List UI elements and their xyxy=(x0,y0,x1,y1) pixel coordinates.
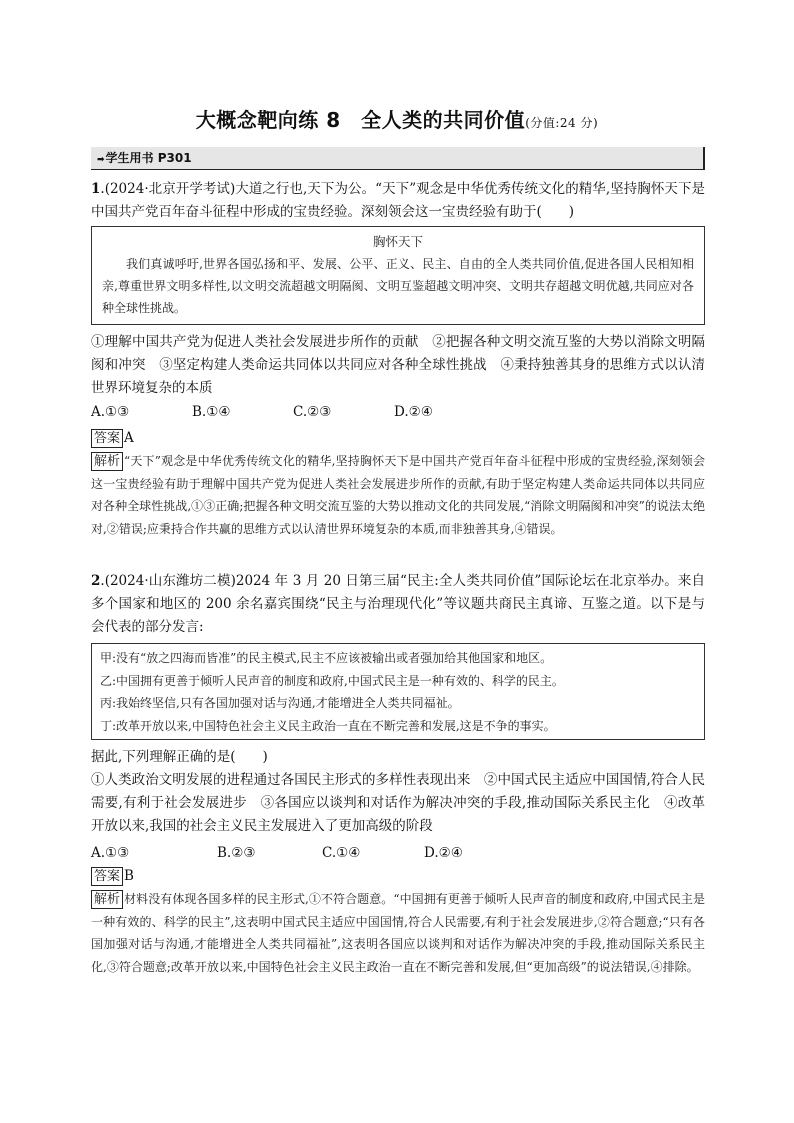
title-text: 大概念靶向练 8 全人类的共同价值 xyxy=(195,108,526,132)
option-d[interactable]: D.②④ xyxy=(424,845,463,861)
question-1-answer xyxy=(91,428,705,448)
speech-jia: 甲:没有“放之四海而皆准”的民主模式,民主不应该被输出或者强加给其他国家和地区。 xyxy=(100,651,553,665)
page-title xyxy=(0,104,794,133)
question-2-answer xyxy=(91,866,705,886)
question-2-stem xyxy=(91,570,705,639)
answer-tag: 答案 xyxy=(91,867,123,886)
option-d[interactable]: D.②④ xyxy=(394,404,433,420)
explanation-text: 材料没有体现各国多样的民主形式,①不符合题意。“中国拥有更善于倾听人民声音的制度和政府,中国式民主是一种有效的、科学的民主”,这表明中国式民主适应中国国情,符合人民需要,有利于社会发展进步,②符合题意;“只有各国加强对话与沟通,才能增进全人类共同福祉”,这表明各国应以谈判和对话作为解决冲突的手段,推动国际关系民主化,③符合题意;改革开放以来,中国特色社会主义民主政治一直在不断完善和发展,但“更加高级”的说法错误,④排除。 xyxy=(91,892,705,974)
score-note: (分值:24 分) xyxy=(525,116,599,130)
option-c[interactable]: C.②③ xyxy=(293,404,332,420)
material-box-1 xyxy=(91,226,705,325)
material-box-2 xyxy=(91,643,705,740)
question-2-explanation xyxy=(91,888,705,978)
question-2-prompt xyxy=(91,746,705,769)
question-number: 1 xyxy=(91,181,101,197)
statements-text: ①理解中国共产党为促进人类社会发展进步所作的贡献 ②把握各种文明交流互鉴的大势以消除文明隔阂和冲突 ③坚定构建人类命运共同体以共同应对各种全球性挑战 ④秉持独善其身的思维方式以认清世界环境复杂的本质 xyxy=(91,334,705,396)
explanation-text: “天下”观念是中华优秀传统文化的精华,坚持胸怀天下是中国共产党百年奋斗征程中形成的宝贵经验,深刻领会这一宝贵经验有助于理解中国共产党为促进人类社会发展进步所作的贡献,有助于坚定构建人类命运共同体以共同应对各种全球性挑战,①③正确;把握各种文明交流互鉴的大势以推动文化的共同发展,“消除文明隔阂和冲突”的说法太绝对,②错误;应秉持合作共赢的思维方式以认清世界环境复杂的本质,而非独善其身,④错误。 xyxy=(91,454,705,536)
answer-value: B xyxy=(124,868,134,884)
question-text: .(2024·北京开学考试)大道之行也,天下为公。“天下”观念是中华优秀传统文化的精华,坚持胸怀天下是中国共产党百年奋斗征程中形成的宝贵经验。深刻领会这一宝贵经验有助于( ) xyxy=(91,181,705,220)
speech-yi: 乙:中国拥有更善于倾听人民声音的制度和政府,中国式民主是一种有效的、科学的民主。 xyxy=(100,673,564,688)
prompt-text: 据此,下列理解正确的是( ) xyxy=(91,749,268,765)
question-1-options xyxy=(91,401,705,423)
option-c[interactable]: C.①④ xyxy=(322,845,361,861)
question-2-statements xyxy=(91,769,705,838)
section-bar xyxy=(91,147,705,170)
answer-tag: 答案 xyxy=(91,429,123,448)
book-reference: 学生用书 P301 xyxy=(105,151,192,165)
material-title: 胸怀天下 xyxy=(372,234,423,249)
explanation-tag: 解析 xyxy=(91,890,123,909)
question-text: .(2024·山东潍坊二模)2024 年 3 月 20 日第三届“民主:全人类共同价值”国际论坛在北京举办。来自多个国家和地区的 200 余名嘉宾围绕“民主与治理现代化”等议题共商民主真谛、互鉴之道。以下是与会代表的部分发言: xyxy=(91,573,705,635)
question-number: 2 xyxy=(91,573,101,589)
option-a[interactable]: A.①③ xyxy=(91,845,130,861)
answer-value: A xyxy=(124,430,134,446)
speech-ding: 丁:改革开放以来,中国特色社会主义民主政治一直在不断完善和发展,这是不争的事实。 xyxy=(100,718,556,733)
question-1-explanation xyxy=(91,450,705,540)
explanation-tag: 解析 xyxy=(91,452,123,471)
statements-text: ①人类政治文明发展的进程通过各国民主形式的多样性表现出来 ②中国式民主适应中国国情,符合人民需要,有利于社会发展进步 ③各国应以谈判和对话作为解决冲突的手段,推动国际关系民主化 ④改革开放以来,我国的社会主义民主发展进入了更加高级的阶段 xyxy=(91,772,705,834)
option-b[interactable]: B.②③ xyxy=(217,845,256,861)
option-b[interactable]: B.①④ xyxy=(192,404,231,420)
question-1-statements xyxy=(91,331,705,400)
material-body: 我们真诚呼吁,世界各国弘扬和平、发展、公平、正义、民主、自由的全人类共同价值,促进各国人民相知相亲,尊重世界文明多样性,以文明交流超越文明隔阂、文明互鉴超越文明冲突、文明共存超越文明优越,共同应对各种全球性挑战。 xyxy=(102,257,694,315)
arrow-icon: ➡ xyxy=(97,155,105,165)
question-2-options xyxy=(91,842,705,864)
speech-bing: 丙:我始终坚信,只有各国加强对话与沟通,才能增进全人类共同福祉。 xyxy=(100,696,460,710)
option-a[interactable]: A.①③ xyxy=(91,404,130,420)
question-1-stem xyxy=(91,178,705,224)
